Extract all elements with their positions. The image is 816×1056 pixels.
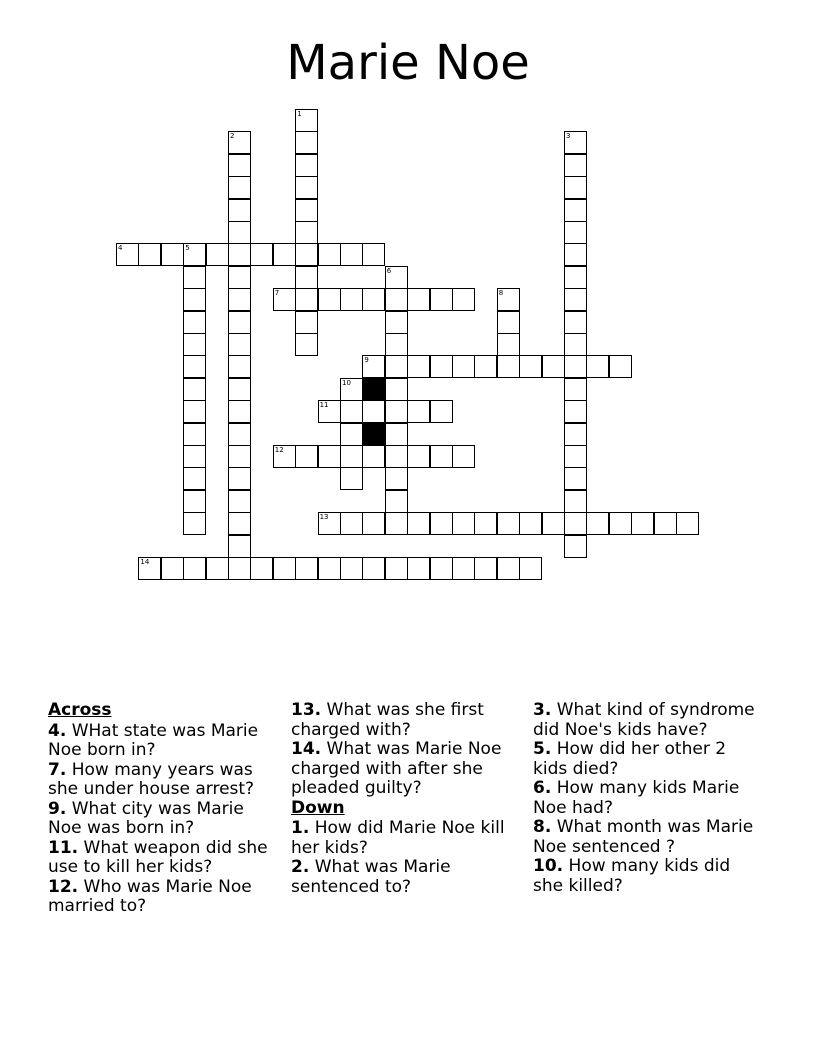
clue-text: How many kids Marie Noe had? bbox=[533, 778, 740, 818]
cell-number: 13 bbox=[319, 513, 329, 522]
grid-cell[interactable] bbox=[161, 243, 184, 266]
grid-cell[interactable] bbox=[183, 557, 206, 580]
grid-cell[interactable] bbox=[564, 333, 587, 356]
cell-number: 14 bbox=[140, 558, 150, 566]
grid-cell[interactable] bbox=[497, 333, 520, 356]
grid-cell[interactable] bbox=[564, 355, 587, 378]
grid-cell[interactable] bbox=[564, 311, 587, 334]
clue-number: 11. bbox=[48, 837, 79, 858]
clue-down-2 bbox=[291, 858, 516, 897]
cell-number: 7 bbox=[274, 289, 280, 298]
clue-text: WHat state was Marie Noe born in? bbox=[48, 720, 259, 760]
grid-cell[interactable] bbox=[228, 445, 251, 468]
grid-cell[interactable] bbox=[228, 512, 251, 535]
grid-cell[interactable] bbox=[564, 400, 587, 423]
black-square bbox=[362, 378, 385, 401]
grid-cell[interactable] bbox=[183, 311, 206, 334]
grid-cell[interactable] bbox=[362, 512, 385, 535]
grid-cell[interactable] bbox=[273, 445, 296, 468]
clue-text: What was Marie sentenced to? bbox=[291, 857, 451, 897]
clue-text: What kind of syndrome did Noe's kids have? bbox=[533, 700, 755, 740]
clue-column-3 bbox=[533, 701, 763, 896]
grid-cell[interactable] bbox=[564, 131, 587, 154]
grid-cell[interactable] bbox=[430, 445, 453, 468]
clue-number: 8. bbox=[533, 817, 552, 837]
clue-text: What month was Marie Noe sentenced ? bbox=[533, 817, 754, 857]
grid-cell[interactable] bbox=[318, 400, 341, 423]
clue-number: 12. bbox=[48, 876, 79, 897]
grid-cell[interactable] bbox=[183, 400, 206, 423]
grid-cell[interactable] bbox=[362, 243, 385, 266]
grid-cell[interactable] bbox=[407, 288, 430, 311]
grid-cell[interactable] bbox=[340, 512, 363, 535]
grid-cell[interactable] bbox=[295, 557, 318, 580]
grid-cell[interactable] bbox=[183, 243, 206, 266]
clue-number: 3. bbox=[533, 700, 552, 720]
clue-number: 2. bbox=[291, 857, 310, 877]
grid-cell[interactable] bbox=[564, 378, 587, 401]
grid-cell[interactable] bbox=[564, 199, 587, 222]
grid-cell[interactable] bbox=[228, 288, 251, 311]
grid-cell[interactable] bbox=[318, 557, 341, 580]
grid-cell[interactable] bbox=[138, 243, 161, 266]
grid-cell[interactable] bbox=[385, 333, 408, 356]
grid-cell[interactable] bbox=[183, 490, 206, 513]
clue-column-2 bbox=[291, 701, 516, 897]
grid-cell[interactable] bbox=[116, 243, 139, 266]
grid-cell[interactable] bbox=[250, 243, 273, 266]
grid-cell[interactable] bbox=[385, 266, 408, 289]
grid-cell[interactable] bbox=[295, 131, 318, 154]
grid-cell[interactable] bbox=[385, 288, 408, 311]
grid-cell[interactable] bbox=[273, 557, 296, 580]
grid-cell[interactable] bbox=[385, 490, 408, 513]
grid-cell[interactable] bbox=[497, 311, 520, 334]
clue-across-14 bbox=[291, 740, 516, 799]
clue-down-8 bbox=[533, 818, 763, 857]
grid-cell[interactable] bbox=[295, 199, 318, 222]
grid-cell[interactable] bbox=[497, 355, 520, 378]
clue-text: How many years was she under house arrest? bbox=[48, 759, 255, 799]
grid-cell[interactable] bbox=[183, 512, 206, 535]
clue-number: 7. bbox=[48, 759, 67, 780]
clue-down-6 bbox=[533, 779, 763, 818]
grid-cell[interactable] bbox=[362, 288, 385, 311]
grid-cell[interactable] bbox=[407, 445, 430, 468]
grid-cell[interactable] bbox=[228, 176, 251, 199]
grid-cell[interactable] bbox=[385, 311, 408, 334]
cell-number: 5 bbox=[185, 244, 190, 253]
grid-cell[interactable] bbox=[452, 512, 475, 535]
grid-cell[interactable] bbox=[340, 423, 363, 446]
grid-cell[interactable] bbox=[295, 266, 318, 289]
grid-cell[interactable] bbox=[340, 445, 363, 468]
cell-number: 2 bbox=[230, 132, 235, 141]
clue-number: 4. bbox=[48, 720, 67, 741]
grid-cell[interactable] bbox=[430, 355, 453, 378]
black-square bbox=[362, 423, 385, 446]
grid-cell[interactable] bbox=[318, 512, 341, 535]
grid-cell[interactable] bbox=[183, 355, 206, 378]
grid-cell[interactable] bbox=[295, 154, 318, 177]
grid-cell[interactable] bbox=[430, 557, 453, 580]
grid-cell[interactable] bbox=[564, 176, 587, 199]
grid-cell[interactable] bbox=[228, 266, 251, 289]
grid-cell[interactable] bbox=[228, 199, 251, 222]
grid-cell[interactable] bbox=[183, 423, 206, 446]
grid-cell[interactable] bbox=[631, 512, 654, 535]
grid-cell[interactable] bbox=[564, 266, 587, 289]
grid-cell[interactable] bbox=[295, 288, 318, 311]
grid-cell[interactable] bbox=[318, 243, 341, 266]
grid-cell[interactable] bbox=[564, 445, 587, 468]
clue-column-1 bbox=[48, 701, 273, 917]
grid-cell[interactable] bbox=[430, 400, 453, 423]
grid-cell[interactable] bbox=[564, 490, 587, 513]
grid-cell[interactable] bbox=[385, 400, 408, 423]
grid-cell[interactable] bbox=[228, 221, 251, 244]
clue-number: 10. bbox=[533, 856, 564, 876]
grid-cell[interactable] bbox=[138, 557, 161, 580]
grid-cell[interactable] bbox=[295, 243, 318, 266]
cell-number: 9 bbox=[364, 356, 369, 365]
grid-cell[interactable] bbox=[206, 243, 229, 266]
grid-cell[interactable] bbox=[362, 355, 385, 378]
grid-cell[interactable] bbox=[497, 288, 520, 311]
grid-cell[interactable] bbox=[474, 557, 497, 580]
grid-cell[interactable] bbox=[206, 557, 229, 580]
grid-cell[interactable] bbox=[430, 512, 453, 535]
cell-number: 11 bbox=[319, 401, 329, 410]
grid-cell[interactable] bbox=[519, 512, 542, 535]
grid-cell[interactable] bbox=[183, 467, 206, 490]
clue-across-7 bbox=[48, 761, 273, 800]
grid-cell[interactable] bbox=[564, 423, 587, 446]
grid-cell[interactable] bbox=[228, 355, 251, 378]
grid-cell[interactable] bbox=[407, 512, 430, 535]
grid-cell[interactable] bbox=[295, 333, 318, 356]
grid-cell[interactable] bbox=[228, 131, 251, 154]
clue-across-12 bbox=[48, 878, 273, 917]
grid-cell[interactable] bbox=[385, 423, 408, 446]
grid-cell[interactable] bbox=[497, 557, 520, 580]
cell-number: 10 bbox=[342, 378, 351, 387]
grid-cell[interactable] bbox=[586, 512, 609, 535]
grid-cell[interactable] bbox=[340, 288, 363, 311]
clue-text: What weapon did she use to kill her kids? bbox=[48, 837, 268, 877]
grid-cell[interactable] bbox=[609, 512, 632, 535]
grid-cell[interactable] bbox=[385, 378, 408, 401]
grid-cell[interactable] bbox=[228, 333, 251, 356]
grid-cell[interactable] bbox=[295, 445, 318, 468]
grid-cell[interactable] bbox=[609, 355, 632, 378]
clue-text: What city was Marie Noe was born in? bbox=[48, 798, 244, 838]
grid-cell[interactable] bbox=[430, 288, 453, 311]
clue-text: How did her other 2 kids died? bbox=[533, 739, 727, 779]
grid-cell[interactable] bbox=[183, 333, 206, 356]
grid-cell[interactable] bbox=[183, 266, 206, 289]
clue-across-9 bbox=[48, 800, 273, 839]
grid-cell[interactable] bbox=[385, 355, 408, 378]
grid-cell[interactable] bbox=[228, 378, 251, 401]
grid-cell[interactable] bbox=[519, 557, 542, 580]
grid-cell[interactable] bbox=[273, 243, 296, 266]
cell-number: 8 bbox=[498, 289, 504, 298]
grid-cell[interactable] bbox=[564, 288, 587, 311]
grid-cell[interactable] bbox=[564, 243, 587, 266]
grid-cell[interactable] bbox=[452, 445, 475, 468]
grid-cell[interactable] bbox=[474, 512, 497, 535]
clue-text: Who was Marie Noe married to? bbox=[48, 876, 252, 916]
grid-cell[interactable] bbox=[497, 512, 520, 535]
grid-cell[interactable] bbox=[474, 355, 497, 378]
grid-cell[interactable] bbox=[676, 512, 699, 535]
grid-cell[interactable] bbox=[295, 109, 318, 132]
grid-cell[interactable] bbox=[385, 557, 408, 580]
clue-text: What was she first charged with? bbox=[291, 700, 484, 740]
grid-cell[interactable] bbox=[295, 311, 318, 334]
clue-across-13 bbox=[291, 701, 516, 740]
grid-cell[interactable] bbox=[340, 557, 363, 580]
grid-cell[interactable] bbox=[542, 355, 565, 378]
grid-cell[interactable] bbox=[407, 400, 430, 423]
grid-cell[interactable] bbox=[340, 467, 363, 490]
grid-cell[interactable] bbox=[564, 512, 587, 535]
clue-number: 5. bbox=[533, 739, 552, 759]
clue-number: 6. bbox=[533, 778, 552, 798]
grid-cell[interactable] bbox=[452, 557, 475, 580]
grid-cell[interactable] bbox=[586, 355, 609, 378]
across-heading: Across bbox=[48, 700, 112, 720]
grid-cell[interactable] bbox=[362, 557, 385, 580]
clue-down-1 bbox=[291, 819, 516, 858]
clue-across-4 bbox=[48, 722, 273, 761]
cell-number: 4 bbox=[118, 244, 123, 253]
clue-text: How did Marie Noe kill her kids? bbox=[291, 818, 505, 858]
grid-cell[interactable] bbox=[228, 311, 251, 334]
grid-cell[interactable] bbox=[273, 288, 296, 311]
clue-number: 13. bbox=[291, 700, 322, 720]
cell-number: 12 bbox=[274, 446, 284, 454]
cell-number: 1 bbox=[297, 110, 302, 118]
clue-across-11 bbox=[48, 839, 273, 878]
clue-down-3 bbox=[533, 701, 763, 740]
grid-cell[interactable] bbox=[519, 355, 542, 378]
clue-down-10 bbox=[533, 857, 763, 896]
clue-number: 9. bbox=[48, 798, 67, 819]
grid-cell[interactable] bbox=[318, 288, 341, 311]
grid-cell[interactable] bbox=[228, 490, 251, 513]
puzzle-title: Marie Noe bbox=[286, 35, 530, 91]
grid-cell[interactable] bbox=[385, 445, 408, 468]
cell-number: 6 bbox=[386, 266, 392, 275]
grid-cell[interactable] bbox=[452, 355, 475, 378]
grid-cell[interactable] bbox=[654, 512, 677, 535]
grid-cell[interactable] bbox=[228, 400, 251, 423]
grid-cell[interactable] bbox=[362, 445, 385, 468]
cell-number: 3 bbox=[566, 132, 571, 141]
grid-cell[interactable] bbox=[228, 243, 251, 266]
grid-cell[interactable] bbox=[385, 467, 408, 490]
clue-number: 1. bbox=[291, 818, 310, 838]
down-heading: Down bbox=[291, 797, 345, 818]
grid-cell[interactable] bbox=[183, 288, 206, 311]
grid-cell[interactable] bbox=[407, 355, 430, 378]
grid-cell[interactable] bbox=[564, 154, 587, 177]
grid-cell[interactable] bbox=[564, 467, 587, 490]
grid-cell[interactable] bbox=[183, 445, 206, 468]
grid-cell[interactable] bbox=[228, 535, 251, 558]
clue-number: 14. bbox=[291, 739, 322, 759]
grid-cell[interactable] bbox=[228, 423, 251, 446]
grid-cell[interactable] bbox=[228, 467, 251, 490]
grid-cell[interactable] bbox=[295, 176, 318, 199]
grid-cell[interactable] bbox=[340, 378, 363, 401]
grid-cell[interactable] bbox=[340, 243, 363, 266]
grid-cell[interactable] bbox=[340, 400, 363, 423]
grid-cell[interactable] bbox=[250, 557, 273, 580]
clue-text: How many kids did she killed? bbox=[533, 856, 731, 896]
grid-cell[interactable] bbox=[228, 154, 251, 177]
grid-cell[interactable] bbox=[228, 557, 251, 580]
grid-cell[interactable] bbox=[542, 512, 565, 535]
grid-cell[interactable] bbox=[407, 557, 430, 580]
grid-cell[interactable] bbox=[183, 378, 206, 401]
clue-down-5 bbox=[533, 740, 763, 779]
grid-cell[interactable] bbox=[564, 221, 587, 244]
grid-cell[interactable] bbox=[564, 535, 587, 558]
grid-cell[interactable] bbox=[452, 288, 475, 311]
grid-cell[interactable] bbox=[295, 221, 318, 244]
grid-cell[interactable] bbox=[385, 512, 408, 535]
grid-cell[interactable] bbox=[318, 445, 341, 468]
clue-text: What was Marie Noe charged with after she pleaded guilty? bbox=[291, 739, 502, 798]
grid-cell[interactable] bbox=[362, 400, 385, 423]
grid-cell[interactable] bbox=[161, 557, 184, 580]
